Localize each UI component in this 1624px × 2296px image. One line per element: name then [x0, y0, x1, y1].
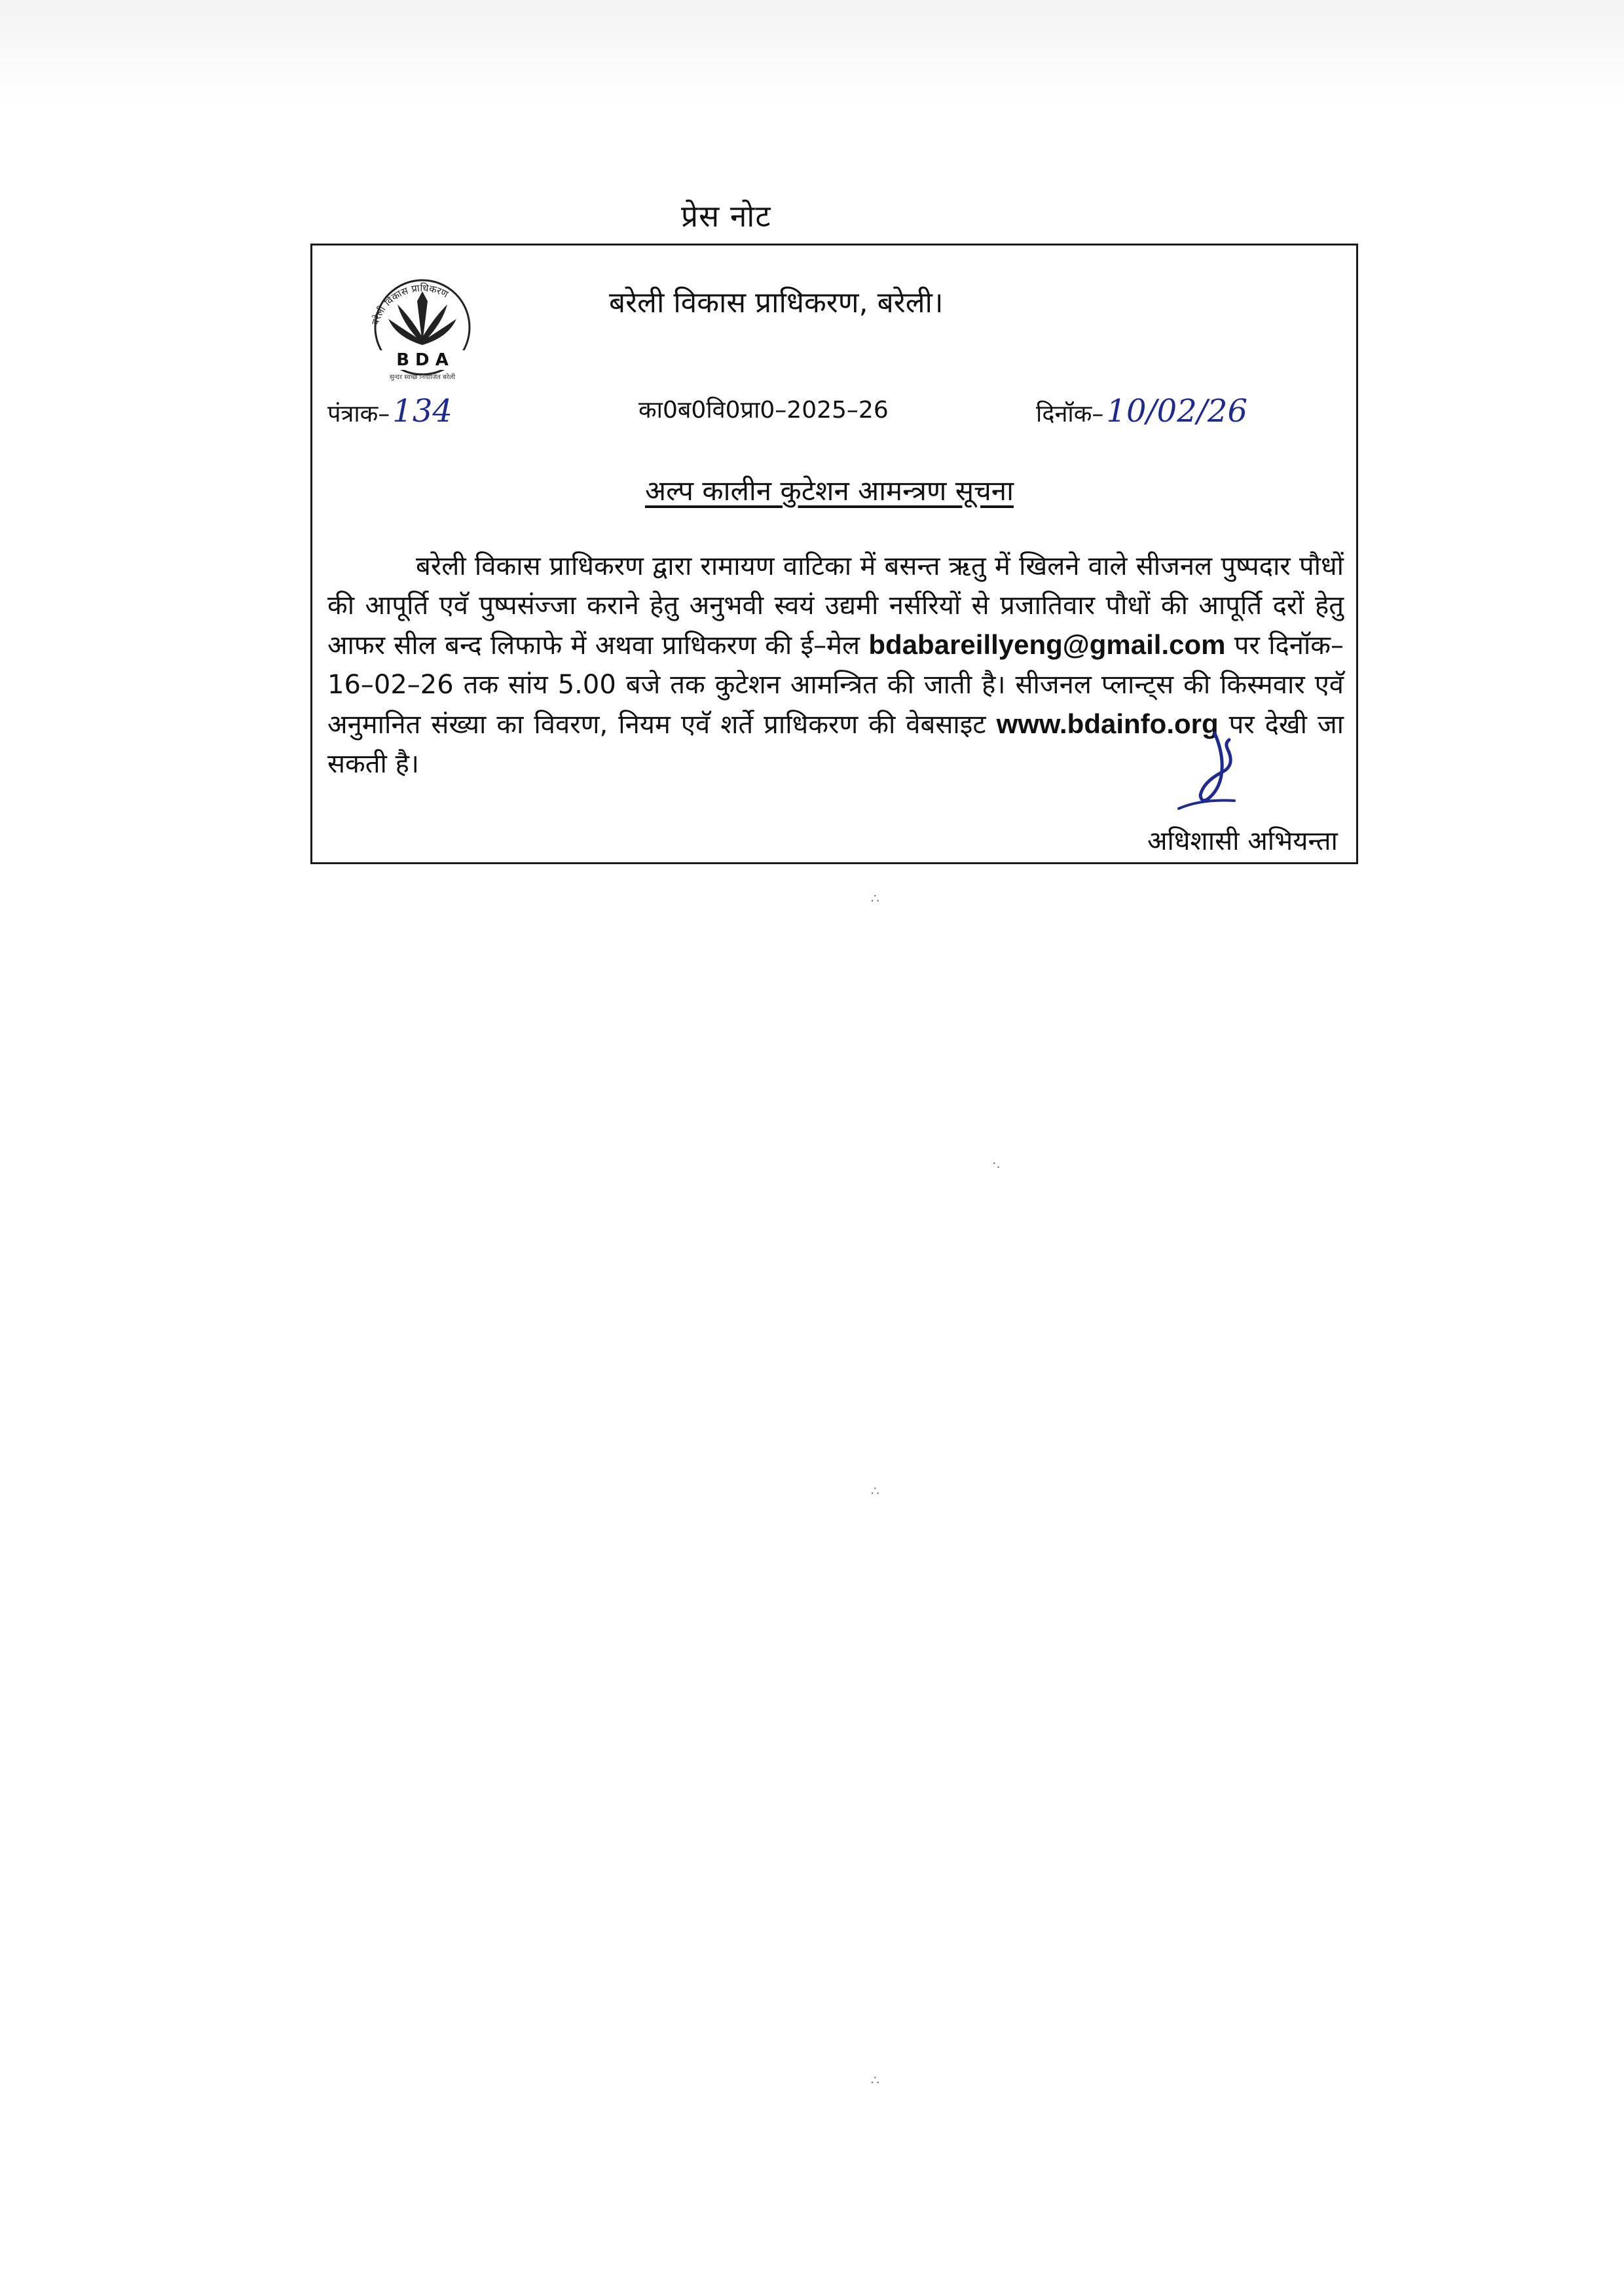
scan-shading — [0, 0, 1624, 105]
date-value: 10/02/26 — [1106, 393, 1247, 429]
scan-speck: ·. — [992, 1156, 1001, 1171]
body-text-part2: पर दिनॉक–16–02–26 तक सांय 5.00 बजे तक कुटेशन आमन्त्रित की जाती है। सीजनल प्लान्ट्स की किस्मवार एवॅ अनुमानित संख्या का विवरण, नियम एवॅ शर्ते प्राधिकरण की वेबसाइट — [327, 630, 1344, 740]
email-link[interactable]: bdabareillyeng@gmail.com — [868, 629, 1226, 660]
scan-speck: ∴ — [871, 890, 879, 906]
body-text-part3: पर देखी जा सकती है। — [327, 710, 1344, 779]
body-text-part1: बरेली विकास प्राधिकरण द्वारा रामायण वाटिका में बसन्त ऋतु में खिलने वाले सीजनल पुष्पदार पौधों की आपूर्ति एवॅ पुष्पसंज्जा कराने हेतु अनुभवी स्वयं उद्यमी नर्सरियों से प्रजातिवार पौधों की आपूर्ति दरों हेतु आफर सील बन्द लिफाफे में अथवा प्राधिकरण की ई–मेल — [327, 551, 1344, 661]
reference-code: का0ब0वि0प्रा0–2025–26 — [638, 397, 889, 424]
date-label: दिनॉक– — [1036, 401, 1104, 428]
press-note-title: प्रेस नोट — [681, 198, 771, 234]
letter-number-label: पंत्राक– — [327, 401, 390, 428]
organization-title: बरेली विकास प्राधिकरण, बरेली। — [609, 286, 944, 319]
scan-speck: ∴ — [871, 2072, 879, 2088]
website-link[interactable]: www.bdainfo.org — [996, 708, 1219, 739]
logo-arc-text: बरेली विकास प्राधिकरण — [369, 282, 451, 327]
bda-logo — [357, 265, 488, 383]
signature — [1175, 730, 1264, 815]
logo-abbr: B D A — [396, 350, 449, 370]
notice-heading: अल्प कालीन कुटेशन आमन्त्रण सूचना — [645, 475, 1014, 507]
date — [1036, 393, 1247, 429]
letter-number-value: 134 — [392, 393, 452, 429]
signatory-title: अधिशासी अभियन्ता — [1147, 826, 1338, 856]
logo-motto: सुन्दर स्वच्छ नियोजित बरेली — [389, 374, 456, 381]
letter-number — [327, 393, 452, 429]
scan-speck: ∴ — [871, 1483, 879, 1499]
